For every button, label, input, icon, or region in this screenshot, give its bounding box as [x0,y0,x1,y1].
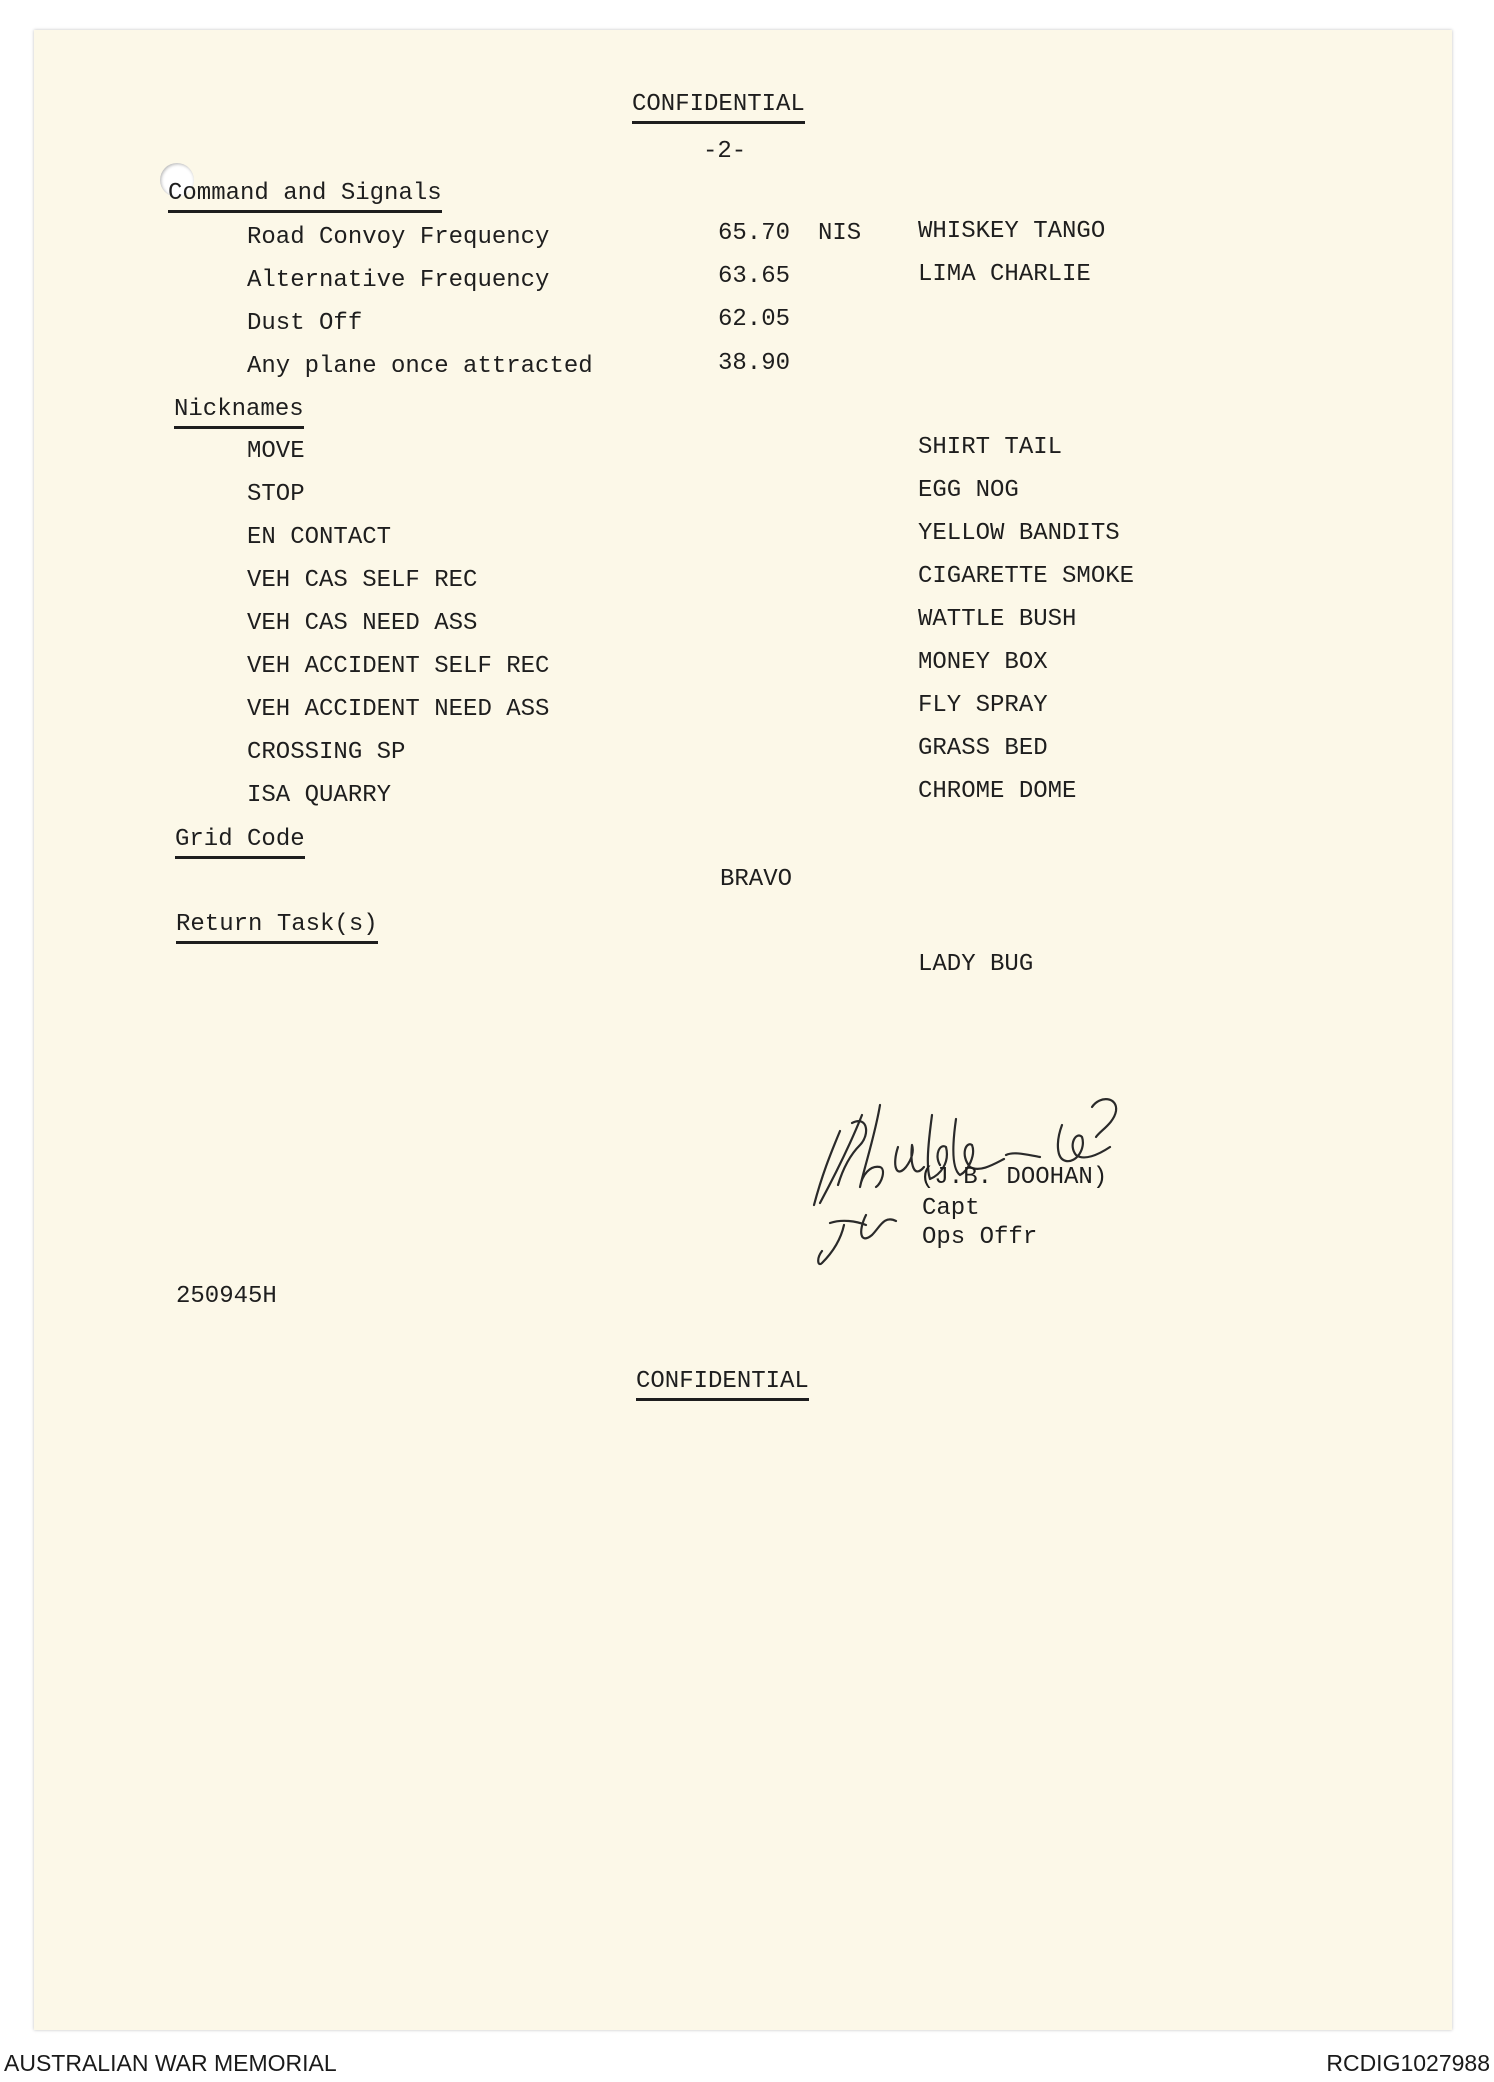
nickname-label: VEH CAS NEED ASS [247,610,478,637]
signal-label: Alternative Frequency [247,267,550,294]
nickname-label: MOVE [247,438,305,465]
page-number: -2- [703,138,747,165]
signal-code: WHISKEY TANGO [918,218,1106,245]
nickname-label: CROSSING SP [247,739,406,766]
archive-reference: RCDIG1027988 [1326,2050,1490,2076]
signal-label: Any plane once attracted [247,353,593,380]
signal-frequency: 65.70 [718,220,791,247]
nickname-label: VEH ACCIDENT NEED ASS [247,696,550,723]
signatory-rank: Capt [922,1195,980,1222]
nickname-label: ISA QUARRY [247,782,392,809]
nickname-code: WATTLE BUSH [918,606,1077,633]
command-signals-heading: Command and Signals [168,179,442,213]
return-tasks-value: LADY BUG [918,951,1034,978]
nickname-code: GRASS BED [918,735,1048,762]
signal-frequency: 38.90 [718,350,791,377]
return-tasks-heading: Return Task(s) [176,910,378,944]
grid-code-value: BRAVO [720,866,793,893]
signal-label: Dust Off [247,310,363,337]
archive-credit: AUSTRALIAN WAR MEMORIAL [4,2050,337,2076]
nickname-label: VEH CAS SELF REC [247,567,478,594]
nickname-label: VEH ACCIDENT SELF REC [247,653,550,680]
classification-header: CONFIDENTIAL [632,90,805,124]
nickname-code: CIGARETTE SMOKE [918,563,1135,590]
nickname-code: MONEY BOX [918,649,1048,676]
signal-frequency: 62.05 [718,306,791,333]
signal-label: Road Convoy Frequency [247,224,550,251]
nickname-label: EN CONTACT [247,524,392,551]
nickname-code: SHIRT TAIL [918,434,1063,461]
date-time-group: 250945H [176,1283,277,1310]
nickname-code: CHROME DOME [918,778,1077,805]
nicknames-heading: Nicknames [174,395,304,429]
signatory-name: (J.B. DOOHAN) [920,1164,1108,1191]
signal-frequency: 63.65 [718,263,791,290]
signatory-title: Ops Offr [922,1224,1038,1251]
nickname-label: STOP [247,481,305,508]
signal-code: LIMA CHARLIE [918,261,1091,288]
grid-code-heading: Grid Code [175,825,305,859]
nickname-code: YELLOW BANDITS [918,520,1120,547]
signal-extra: NIS [818,220,862,247]
nickname-code: FLY SPRAY [918,692,1048,719]
classification-footer: CONFIDENTIAL [636,1367,809,1401]
nickname-code: EGG NOG [918,477,1019,504]
